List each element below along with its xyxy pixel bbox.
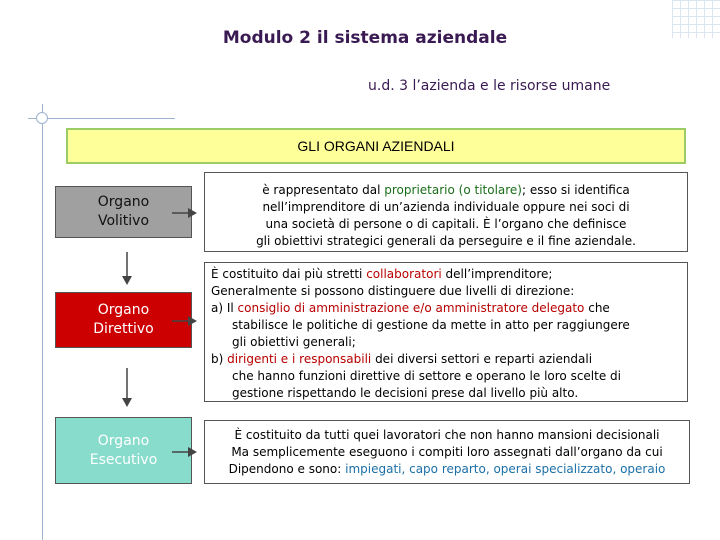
decorative-vertical-line (42, 104, 43, 540)
text-line: è rappresentato dal proprietario (o titolare); esso si identifica (262, 183, 630, 197)
organo-direttivo-description (204, 262, 688, 402)
text-line: Generalmente si possono distinguere due livelli di direzione: (211, 284, 575, 298)
organo-esecutivo-label: Organo Esecutivo (89, 432, 158, 468)
decorative-horizontal-line (28, 118, 175, 119)
text-line: gli obiettivi strategici generali da perseguire e il fine aziendale. (256, 234, 636, 248)
down-arrow-icon (120, 252, 134, 286)
decorative-circle (36, 112, 48, 124)
text-line: Dipendono e sono: impiegati, capo reparto, operai specializzato, operaio (228, 462, 666, 476)
right-arrow-icon (172, 315, 198, 327)
organo-direttivo-label: Organo Direttivo (93, 302, 154, 337)
text-line: a) Il consiglio di amministrazione e/o amministratore delegato che (211, 301, 610, 315)
text-line: gestione rispettando le decisioni prese dal livello più alto. (232, 386, 579, 400)
organo-volitivo-description (204, 172, 688, 252)
text-line: gli obiettivi generali; (232, 335, 356, 349)
text-line: È costituito da tutti quei lavoratori che non hanno mansioni decisionali (234, 428, 660, 442)
text-line: È costituito dai più stretti collaboratori dell’imprenditore; (211, 267, 553, 281)
organo-esecutivo-description (204, 420, 690, 484)
page-title: Modulo 2 il sistema aziendale (222, 28, 508, 48)
text-line: una società di persone o di capitali. È l’organo che definisce (265, 217, 627, 231)
organo-volitivo-label: Organo Volitivo (97, 194, 150, 229)
text-line: che hanno funzioni direttive di settore e operano le loro scelte di (232, 369, 621, 383)
text-line: Ma semplicemente eseguono i compiti loro assegnati dall’organo da cui (231, 445, 663, 459)
text-line: stabilisce le politiche di gestione da mette in atto per raggiungere (232, 318, 630, 332)
right-arrow-icon (172, 207, 198, 219)
text-line: nell’imprenditore di un’azienda individuale oppure nei soci di (262, 200, 630, 214)
section-header: GLI ORGANI AZIENDALI (66, 128, 686, 164)
right-arrow-icon (172, 446, 198, 458)
text-line: b) dirigenti e i responsabili dei diversi settori e reparti aziendali (211, 352, 593, 366)
down-arrow-icon (120, 368, 134, 408)
page-subtitle: u.d. 3 l’azienda e le risorse umane (368, 78, 611, 94)
